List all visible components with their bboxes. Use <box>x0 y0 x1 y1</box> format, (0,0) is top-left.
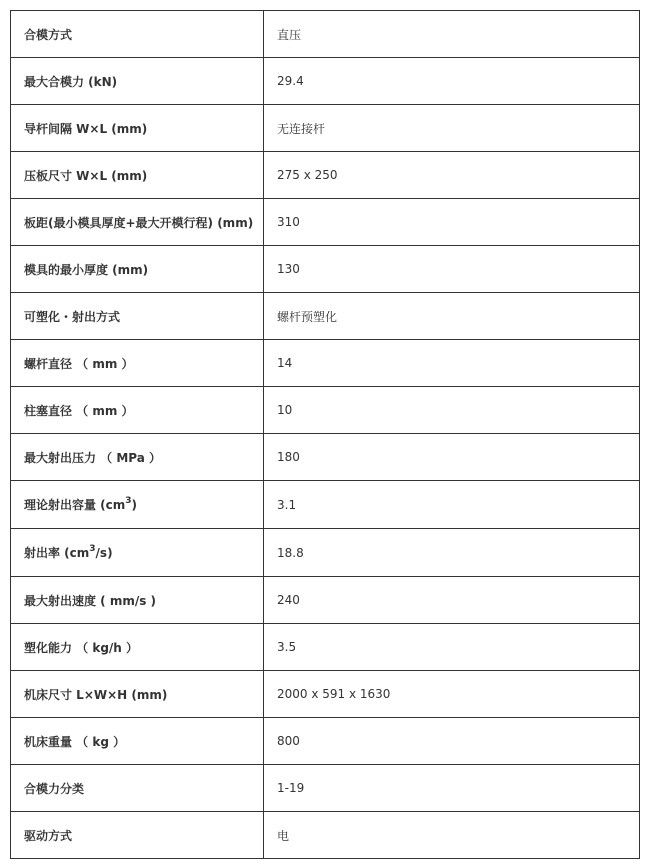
row-label-text: 理论射出容量 (cm <box>24 498 126 512</box>
row-label-text: 射出率 (cm <box>24 546 90 560</box>
row-value: 3.5 <box>264 624 640 671</box>
table-row <box>11 199 640 246</box>
row-value: 29.4 <box>264 58 640 105</box>
superscript: 3 <box>125 496 132 506</box>
row-label: 模具的最小厚度 (mm) <box>11 246 264 293</box>
table-row <box>11 340 640 387</box>
row-value: 2000 x 591 x 1630 <box>264 671 640 718</box>
table-row <box>11 293 640 340</box>
table-row <box>11 434 640 481</box>
row-label: 最大射出压力 （ MPa ） <box>11 434 264 481</box>
table-row <box>11 105 640 152</box>
row-value: 130 <box>264 246 640 293</box>
row-label: 驱动方式 <box>11 812 264 859</box>
table-row <box>11 718 640 765</box>
row-value: 无连接杆 <box>264 105 640 152</box>
table-row <box>11 812 640 859</box>
table-row <box>11 387 640 434</box>
row-value: 螺杆预塑化 <box>264 293 640 340</box>
row-label: 机床尺寸 L×W×H (mm) <box>11 671 264 718</box>
row-label: 合模力分类 <box>11 765 264 812</box>
row-label <box>11 529 264 577</box>
superscript: 3 <box>89 544 96 554</box>
table-row <box>11 11 640 58</box>
row-label: 机床重量 （ kg ） <box>11 718 264 765</box>
row-label: 最大射出速度 ( mm/s ) <box>11 577 264 624</box>
row-value: 275 x 250 <box>264 152 640 199</box>
row-value: 电 <box>264 812 640 859</box>
row-label: 柱塞直径 （ mm ） <box>11 387 264 434</box>
row-label-suffix: ) <box>131 498 138 512</box>
table-row <box>11 58 640 105</box>
row-label: 导杆间隔 W×L (mm) <box>11 105 264 152</box>
row-value: 直压 <box>264 11 640 58</box>
table-row <box>11 529 640 577</box>
row-value: 10 <box>264 387 640 434</box>
row-label: 螺杆直径 （ mm ） <box>11 340 264 387</box>
row-label: 可塑化・射出方式 <box>11 293 264 340</box>
row-label: 塑化能力 （ kg/h ） <box>11 624 264 671</box>
row-label: 合模方式 <box>11 11 264 58</box>
row-value: 240 <box>264 577 640 624</box>
row-value: 3.1 <box>264 481 640 529</box>
row-value: 310 <box>264 199 640 246</box>
row-value: 800 <box>264 718 640 765</box>
row-label: 板距(最小模具厚度+最大开模行程) (mm) <box>11 199 264 246</box>
table-row <box>11 152 640 199</box>
row-value: 1-19 <box>264 765 640 812</box>
table-row <box>11 671 640 718</box>
spec-table <box>10 10 640 859</box>
row-label: 最大合模力 (kN) <box>11 58 264 105</box>
table-row <box>11 765 640 812</box>
row-value: 180 <box>264 434 640 481</box>
table-row <box>11 624 640 671</box>
table-row <box>11 577 640 624</box>
row-label-suffix: /s) <box>95 546 113 560</box>
row-label <box>11 481 264 529</box>
table-row <box>11 246 640 293</box>
row-value: 14 <box>264 340 640 387</box>
row-value: 18.8 <box>264 529 640 577</box>
table-row <box>11 481 640 529</box>
row-label: 压板尺寸 W×L (mm) <box>11 152 264 199</box>
